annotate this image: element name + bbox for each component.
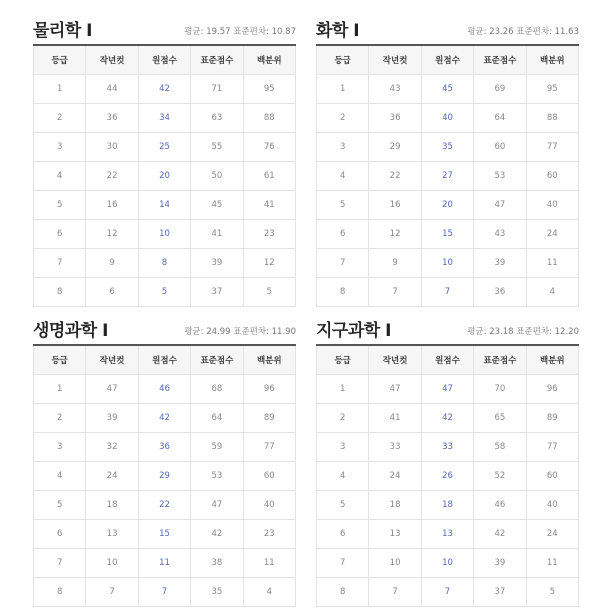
cell-standard-score: 60 [474,133,526,162]
column-header-standard-score: 표준점수 [191,345,243,375]
table-row [34,433,296,462]
table-row [317,462,579,491]
cell-grade: 8 [317,578,369,607]
cell-percentile: 77 [243,433,295,462]
cell-raw-score: 27 [421,162,473,191]
table-panel-chemistry-1 [316,14,579,307]
column-header-raw-score: 원점수 [421,45,473,75]
cell-standard-score: 36 [474,278,526,307]
cell-grade: 3 [34,133,86,162]
cell-raw-score: 36 [138,433,190,462]
table-row [34,375,296,404]
table-row [317,104,579,133]
cell-raw-score: 10 [421,549,473,578]
cell-raw-score: 15 [421,220,473,249]
panel-header [316,14,579,44]
cell-percentile: 77 [526,133,578,162]
cell-raw-score: 42 [421,404,473,433]
cell-grade: 4 [34,462,86,491]
cell-last-year-cut: 43 [369,75,421,104]
cell-standard-score: 65 [474,404,526,433]
cell-grade: 4 [317,162,369,191]
mean-stddev-stats: 평균: 19.57 표준편차: 10.87 [184,27,296,37]
subject-title: 물리학 I [33,21,93,41]
cell-percentile: 96 [243,375,295,404]
column-header-grade: 등급 [317,45,369,75]
cell-grade: 5 [317,191,369,220]
cell-last-year-cut: 10 [369,549,421,578]
table-row [317,162,579,191]
cell-percentile: 60 [526,462,578,491]
cell-raw-score: 20 [421,191,473,220]
cell-raw-score: 22 [138,491,190,520]
column-header-raw-score: 원점수 [138,345,190,375]
table-panel-physics-1 [33,14,296,307]
table-row [317,75,579,104]
cell-grade: 3 [317,433,369,462]
cell-standard-score: 47 [191,491,243,520]
cell-raw-score: 35 [421,133,473,162]
table-row [317,549,579,578]
header-row [317,345,579,375]
column-header-percentile: 백분위 [526,45,578,75]
grade-cut-table [316,344,579,607]
cell-percentile: 61 [243,162,295,191]
cell-raw-score: 18 [421,491,473,520]
cell-grade: 7 [317,249,369,278]
cell-raw-score: 46 [138,375,190,404]
cell-raw-score: 45 [421,75,473,104]
table-row [317,249,579,278]
cell-raw-score: 42 [138,75,190,104]
cell-raw-score: 20 [138,162,190,191]
cell-standard-score: 38 [191,549,243,578]
cell-last-year-cut: 9 [86,249,138,278]
cell-percentile: 89 [526,404,578,433]
table-row [317,491,579,520]
table-row [317,404,579,433]
column-header-standard-score: 표준점수 [474,45,526,75]
cell-percentile: 23 [243,520,295,549]
grade-cut-table [33,344,296,607]
column-header-last-year-cut: 작년컷 [86,45,138,75]
cell-last-year-cut: 7 [86,578,138,607]
cell-grade: 3 [34,433,86,462]
table-row [317,433,579,462]
cell-grade: 5 [34,191,86,220]
cell-standard-score: 39 [474,249,526,278]
cell-grade: 7 [34,249,86,278]
column-header-last-year-cut: 작년컷 [369,45,421,75]
cell-percentile: 95 [526,75,578,104]
table-row [34,220,296,249]
cell-standard-score: 45 [191,191,243,220]
cell-last-year-cut: 36 [86,104,138,133]
cell-standard-score: 70 [474,375,526,404]
table-row [317,375,579,404]
cell-percentile: 5 [243,278,295,307]
cell-standard-score: 37 [474,578,526,607]
cell-raw-score: 14 [138,191,190,220]
table-row [317,133,579,162]
cell-percentile: 60 [526,162,578,191]
cell-percentile: 41 [243,191,295,220]
cell-percentile: 96 [526,375,578,404]
cell-grade: 8 [317,278,369,307]
cell-last-year-cut: 47 [369,375,421,404]
column-header-raw-score: 원점수 [138,45,190,75]
cell-grade: 1 [34,375,86,404]
table-row [34,278,296,307]
column-header-grade: 등급 [34,45,86,75]
column-header-percentile: 백분위 [243,45,295,75]
cell-standard-score: 53 [474,162,526,191]
cell-percentile: 40 [243,491,295,520]
cell-percentile: 4 [526,278,578,307]
column-header-grade: 등급 [34,345,86,375]
cell-grade: 4 [317,462,369,491]
table-panel-life-science-1 [33,314,296,607]
cell-percentile: 24 [526,520,578,549]
cell-raw-score: 8 [138,249,190,278]
table-row [34,75,296,104]
cell-percentile: 40 [526,191,578,220]
cell-raw-score: 5 [138,278,190,307]
column-header-last-year-cut: 작년컷 [86,345,138,375]
table-row [34,578,296,607]
cell-grade: 6 [34,520,86,549]
cell-grade: 6 [317,220,369,249]
subject-title: 지구과학 I [316,321,391,341]
table-row [34,104,296,133]
cell-last-year-cut: 16 [369,191,421,220]
cell-last-year-cut: 18 [86,491,138,520]
cell-raw-score: 10 [421,249,473,278]
cell-standard-score: 47 [474,191,526,220]
panel-header [316,314,579,344]
table-row [34,462,296,491]
cell-percentile: 11 [243,549,295,578]
mean-stddev-stats: 평균: 23.26 표준편차: 11.63 [467,27,579,37]
cell-grade: 6 [317,520,369,549]
cell-standard-score: 42 [191,520,243,549]
cell-percentile: 4 [243,578,295,607]
cell-percentile: 95 [243,75,295,104]
cell-last-year-cut: 29 [369,133,421,162]
cell-raw-score: 11 [138,549,190,578]
cell-last-year-cut: 18 [369,491,421,520]
cell-percentile: 24 [526,220,578,249]
header-row [317,45,579,75]
header-row [34,45,296,75]
column-header-last-year-cut: 작년컷 [369,345,421,375]
cell-standard-score: 64 [191,404,243,433]
cell-last-year-cut: 39 [86,404,138,433]
panel-header [33,14,296,44]
cell-last-year-cut: 13 [369,520,421,549]
grade-cut-table [316,44,579,307]
cell-percentile: 77 [526,433,578,462]
cell-last-year-cut: 12 [86,220,138,249]
cell-raw-score: 34 [138,104,190,133]
cell-last-year-cut: 24 [86,462,138,491]
table-row [317,278,579,307]
cell-percentile: 60 [243,462,295,491]
column-header-standard-score: 표준점수 [474,345,526,375]
cell-raw-score: 40 [421,104,473,133]
cell-last-year-cut: 41 [369,404,421,433]
cell-grade: 7 [34,549,86,578]
cell-last-year-cut: 22 [369,162,421,191]
cell-standard-score: 50 [191,162,243,191]
cell-standard-score: 58 [474,433,526,462]
cell-percentile: 5 [526,578,578,607]
cell-standard-score: 69 [474,75,526,104]
cell-last-year-cut: 7 [369,578,421,607]
grade-cut-table [33,44,296,307]
cell-grade: 8 [34,578,86,607]
cell-last-year-cut: 10 [86,549,138,578]
cell-standard-score: 55 [191,133,243,162]
cell-percentile: 11 [526,549,578,578]
cell-last-year-cut: 44 [86,75,138,104]
cell-grade: 4 [34,162,86,191]
cell-raw-score: 13 [421,520,473,549]
cell-raw-score: 33 [421,433,473,462]
cell-grade: 1 [34,75,86,104]
cell-raw-score: 7 [421,578,473,607]
cell-raw-score: 15 [138,520,190,549]
cell-grade: 2 [317,404,369,433]
cell-last-year-cut: 32 [86,433,138,462]
cell-standard-score: 37 [191,278,243,307]
cell-standard-score: 41 [191,220,243,249]
subject-title: 생명과학 I [33,321,108,341]
cell-raw-score: 47 [421,375,473,404]
cell-last-year-cut: 33 [369,433,421,462]
cell-standard-score: 42 [474,520,526,549]
column-header-raw-score: 원점수 [421,345,473,375]
table-row [317,191,579,220]
table-row [34,249,296,278]
table-row [34,404,296,433]
cell-last-year-cut: 16 [86,191,138,220]
cell-percentile: 23 [243,220,295,249]
cell-grade: 7 [317,549,369,578]
cell-raw-score: 42 [138,404,190,433]
cell-last-year-cut: 9 [369,249,421,278]
cell-grade: 1 [317,75,369,104]
cell-standard-score: 46 [474,491,526,520]
header-row [34,345,296,375]
cell-grade: 8 [34,278,86,307]
cell-grade: 2 [34,104,86,133]
table-row [34,162,296,191]
cell-percentile: 89 [243,404,295,433]
cell-standard-score: 39 [191,249,243,278]
cell-raw-score: 26 [421,462,473,491]
table-row [317,578,579,607]
table-row [34,133,296,162]
subject-title: 화학 I [316,21,360,41]
cell-grade: 2 [34,404,86,433]
cell-percentile: 88 [526,104,578,133]
table-row [34,191,296,220]
cell-standard-score: 53 [191,462,243,491]
cell-last-year-cut: 13 [86,520,138,549]
cell-standard-score: 64 [474,104,526,133]
cell-last-year-cut: 22 [86,162,138,191]
cell-percentile: 11 [526,249,578,278]
cell-standard-score: 43 [474,220,526,249]
column-header-grade: 등급 [317,345,369,375]
mean-stddev-stats: 평균: 23.18 표준편차: 12.20 [467,327,579,337]
cell-last-year-cut: 6 [86,278,138,307]
panel-header [33,314,296,344]
cell-percentile: 40 [526,491,578,520]
table-row [34,549,296,578]
cell-standard-score: 63 [191,104,243,133]
table-row [34,491,296,520]
table-row [317,220,579,249]
cell-grade: 1 [317,375,369,404]
cell-raw-score: 7 [138,578,190,607]
cell-last-year-cut: 36 [369,104,421,133]
cell-raw-score: 7 [421,278,473,307]
table-row [34,520,296,549]
cell-grade: 5 [34,491,86,520]
cell-last-year-cut: 7 [369,278,421,307]
column-header-standard-score: 표준점수 [191,45,243,75]
mean-stddev-stats: 평균: 24.99 표준편차: 11.90 [184,327,296,337]
cell-standard-score: 59 [191,433,243,462]
cell-raw-score: 10 [138,220,190,249]
cell-standard-score: 68 [191,375,243,404]
cell-percentile: 12 [243,249,295,278]
cell-grade: 2 [317,104,369,133]
cell-last-year-cut: 24 [369,462,421,491]
cell-raw-score: 29 [138,462,190,491]
cell-standard-score: 71 [191,75,243,104]
table-row [317,520,579,549]
cell-percentile: 88 [243,104,295,133]
table-panel-earth-science-1 [316,314,579,607]
cell-standard-score: 39 [474,549,526,578]
cell-standard-score: 35 [191,578,243,607]
cell-last-year-cut: 12 [369,220,421,249]
cell-percentile: 76 [243,133,295,162]
cell-last-year-cut: 30 [86,133,138,162]
cell-grade: 6 [34,220,86,249]
cell-standard-score: 52 [474,462,526,491]
cell-grade: 5 [317,491,369,520]
cell-last-year-cut: 47 [86,375,138,404]
cell-raw-score: 25 [138,133,190,162]
column-header-percentile: 백분위 [243,345,295,375]
column-header-percentile: 백분위 [526,345,578,375]
cell-grade: 3 [317,133,369,162]
